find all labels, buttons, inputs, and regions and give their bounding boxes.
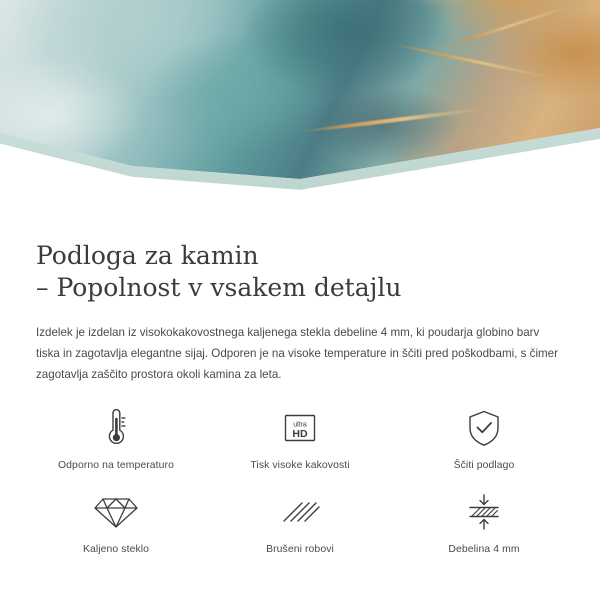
hero-bottom-fade — [0, 196, 600, 222]
feature-item-tempered-glass — [24, 491, 208, 571]
feature-item-polished-edges — [208, 491, 392, 571]
svg-text:HD: HD — [292, 428, 308, 440]
description-paragraph: Izdelek je izdelan iz visokokakovostnega kaljenega stekla debeline 4 mm, ki poudarja globino barv tiska in zagotavlja elegantne sijaj. Odporen je na visoke temperature in ščiti pred poškodbami, s čimer zagotavlja zaščito prostora okoli kamina za leta. — [36, 326, 558, 381]
page-title-line-1: Podloga za kamin — [36, 241, 259, 270]
feature-item-temperature — [24, 407, 208, 487]
svg-text:ultra: ultra — [293, 421, 307, 429]
feature-label: Tisk visoke kakovosti — [250, 460, 350, 471]
feature-grid — [0, 385, 600, 571]
thickness-4mm-icon — [462, 491, 506, 533]
feature-label: Debelina 4 mm — [448, 544, 520, 555]
hero-image — [0, 0, 600, 222]
feature-item-print-quality — [208, 407, 392, 487]
feature-item-protects-surface — [392, 407, 576, 487]
polished-edges-icon — [278, 491, 322, 533]
diamond-icon — [94, 491, 138, 533]
page-title — [36, 240, 564, 304]
description-text — [36, 322, 564, 385]
thermometer-icon — [99, 407, 133, 449]
feature-item-thickness — [392, 491, 576, 571]
ultra-hd-icon — [280, 407, 320, 449]
feature-label: Brušeni robovi — [266, 544, 334, 555]
feature-label: Ščiti podlago — [453, 460, 515, 471]
sparkle-icon — [496, 168, 522, 194]
page-title-line-2: – Popolnost v vsakem detajlu — [36, 273, 402, 302]
content-block — [0, 222, 600, 385]
feature-label: Kaljeno steklo — [82, 544, 150, 555]
shield-check-icon — [465, 407, 503, 449]
feature-label: Odporno na temperaturo — [58, 460, 174, 471]
